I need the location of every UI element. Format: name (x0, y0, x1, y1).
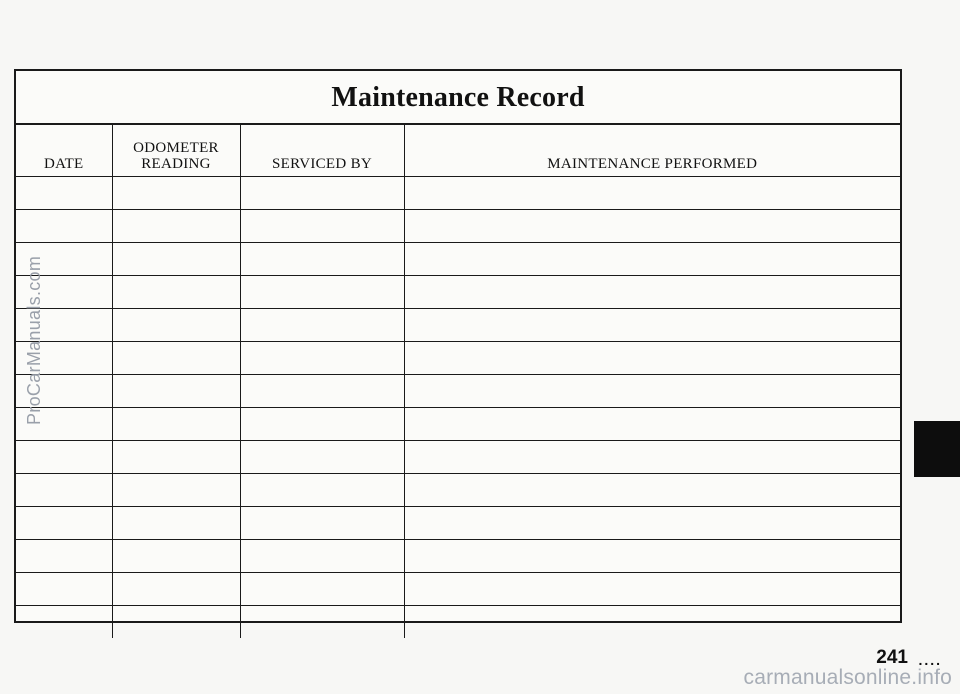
table-row (16, 540, 900, 573)
serviced-by-cell[interactable] (240, 375, 404, 408)
odometer-cell[interactable] (112, 375, 240, 408)
record-grid (16, 125, 900, 638)
maintenance-performed-cell[interactable] (404, 243, 900, 276)
maintenance-performed-cell[interactable] (404, 210, 900, 243)
header-serviced-by: SERVICED BY (240, 125, 404, 177)
odometer-cell[interactable] (112, 177, 240, 210)
table-row (16, 573, 900, 606)
odometer-cell[interactable] (112, 507, 240, 540)
table-row (16, 375, 900, 408)
section-tab-marker (914, 421, 960, 477)
table-row (16, 309, 900, 342)
date-cell[interactable] (16, 474, 112, 507)
header-date: DATE (16, 125, 112, 177)
watermark-text: ProCarManuals.com (24, 255, 44, 425)
maintenance-performed-cell[interactable] (404, 507, 900, 540)
table-row (16, 606, 900, 639)
page-number: 241 (876, 647, 908, 668)
date-cell[interactable] (16, 210, 112, 243)
footer-site-watermark: carmanualsonline.info (743, 666, 952, 689)
serviced-by-cell[interactable] (240, 210, 404, 243)
odometer-cell[interactable] (112, 309, 240, 342)
odometer-cell[interactable] (112, 210, 240, 243)
table-row (16, 276, 900, 309)
serviced-by-cell[interactable] (240, 540, 404, 573)
odometer-cell[interactable] (112, 474, 240, 507)
table-row (16, 177, 900, 210)
maintenance-performed-cell[interactable] (404, 342, 900, 375)
serviced-by-cell[interactable] (240, 243, 404, 276)
odometer-cell[interactable] (112, 573, 240, 606)
date-cell[interactable] (16, 606, 112, 639)
maintenance-performed-cell[interactable] (404, 606, 900, 639)
table-row (16, 243, 900, 276)
date-cell[interactable] (16, 540, 112, 573)
table-row (16, 507, 900, 540)
maintenance-performed-cell[interactable] (404, 276, 900, 309)
maintenance-performed-cell[interactable] (404, 540, 900, 573)
odometer-cell[interactable] (112, 408, 240, 441)
serviced-by-cell[interactable] (240, 606, 404, 639)
odometer-cell[interactable] (112, 606, 240, 639)
header-row (16, 125, 900, 177)
serviced-by-cell[interactable] (240, 441, 404, 474)
serviced-by-cell[interactable] (240, 342, 404, 375)
odometer-cell[interactable] (112, 243, 240, 276)
maintenance-performed-cell[interactable] (404, 573, 900, 606)
record-title: Maintenance Record (331, 82, 585, 113)
table-row (16, 441, 900, 474)
header-odometer-reading: ODOMETER READING (112, 125, 240, 177)
odometer-cell[interactable] (112, 342, 240, 375)
maintenance-performed-cell[interactable] (404, 309, 900, 342)
table-row (16, 342, 900, 375)
maintenance-performed-cell[interactable] (404, 408, 900, 441)
odometer-cell[interactable] (112, 441, 240, 474)
serviced-by-cell[interactable] (240, 177, 404, 210)
maintenance-performed-cell[interactable] (404, 177, 900, 210)
date-cell[interactable] (16, 507, 112, 540)
serviced-by-cell[interactable] (240, 573, 404, 606)
serviced-by-cell[interactable] (240, 309, 404, 342)
header-maintenance-performed: MAINTENANCE PERFORMED (404, 125, 900, 177)
serviced-by-cell[interactable] (240, 276, 404, 309)
table-row (16, 408, 900, 441)
serviced-by-cell[interactable] (240, 507, 404, 540)
odometer-cell[interactable] (112, 540, 240, 573)
odometer-cell[interactable] (112, 276, 240, 309)
date-cell[interactable] (16, 573, 112, 606)
maintenance-record-table (14, 69, 902, 623)
table-row (16, 210, 900, 243)
maintenance-performed-cell[interactable] (404, 441, 900, 474)
date-cell[interactable] (16, 177, 112, 210)
date-cell[interactable] (16, 441, 112, 474)
table-row (16, 474, 900, 507)
serviced-by-cell[interactable] (240, 474, 404, 507)
maintenance-performed-cell[interactable] (404, 375, 900, 408)
serviced-by-cell[interactable] (240, 408, 404, 441)
maintenance-performed-cell[interactable] (404, 474, 900, 507)
page-number-dots: .... (918, 652, 942, 668)
